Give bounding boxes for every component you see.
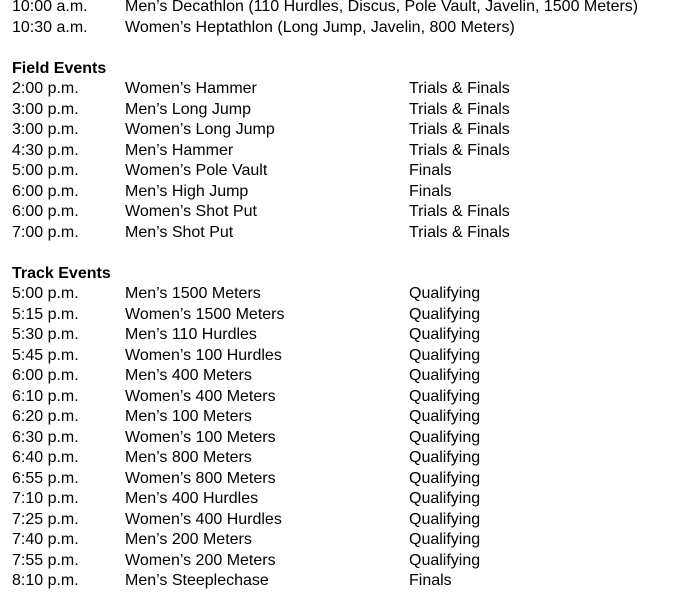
event-name: Men’s 110 Hurdles	[125, 326, 257, 343]
event-name: Women’s 200 Meters	[125, 551, 276, 569]
event-name: Women’s Hammer	[125, 80, 257, 97]
event-name: Men’s 200 Meters	[125, 531, 252, 548]
event-round: Qualifying	[409, 408, 481, 425]
schedule-row	[12, 551, 696, 572]
event-name: Men’s Shot Put	[125, 223, 234, 241]
event-round: Trials & Finals	[409, 203, 510, 220]
schedule-row	[12, 161, 696, 182]
schedule-row	[12, 366, 696, 387]
schedule-row	[12, 571, 696, 592]
schedule-row	[12, 141, 696, 162]
event-round: Qualifying	[409, 490, 481, 507]
event-round: Trials & Finals	[409, 141, 510, 159]
event-time: 8:10 p.m.	[12, 572, 79, 589]
schedule-row	[12, 18, 696, 39]
schedule-row	[12, 79, 696, 100]
event-round: Qualifying	[409, 531, 481, 548]
schedule-row	[12, 469, 696, 490]
event-time: 10:30 a.m.	[12, 18, 88, 36]
event-round: Trials & Finals	[409, 223, 510, 241]
event-time: 3:00 p.m.	[12, 121, 79, 138]
event-name: Men’s 1500 Meters	[125, 285, 261, 302]
event-name: Women’s Heptathlon (Long Jump, Javelin, 800 Meters)	[125, 18, 515, 36]
event-name: Men’s Decathlon (110 Hurdles, Discus, Pole Vault, Javelin, 1500 Meters)	[125, 0, 639, 15]
event-time: 6:40 p.m.	[12, 449, 79, 466]
schedule-row	[12, 448, 696, 469]
schedule-row	[12, 120, 696, 141]
event-time: 6:20 p.m.	[12, 408, 79, 425]
schedule-row	[12, 223, 696, 244]
event-time: 6:30 p.m.	[12, 428, 79, 446]
event-round: Qualifying	[409, 449, 481, 466]
event-time: 6:55 p.m.	[12, 469, 79, 487]
event-name: Men’s Steeplechase	[125, 572, 269, 589]
event-name: Women’s 100 Hurdles	[125, 346, 282, 364]
section-spacer	[12, 243, 696, 264]
event-round: Qualifying	[409, 305, 481, 323]
event-time: 5:30 p.m.	[12, 326, 79, 343]
event-name: Women’s Pole Vault	[125, 162, 268, 179]
event-time: 6:10 p.m.	[12, 387, 79, 405]
event-time: 5:00 p.m.	[12, 162, 79, 179]
event-round: Qualifying	[409, 510, 481, 528]
event-time: 2:00 p.m.	[12, 80, 79, 97]
event-time: 5:45 p.m.	[12, 346, 79, 364]
event-time: 5:15 p.m.	[12, 305, 79, 323]
schedule-row	[12, 510, 696, 531]
schedule-row	[12, 428, 696, 449]
event-time: 6:00 p.m.	[12, 367, 79, 384]
event-time: 5:00 p.m.	[12, 285, 79, 302]
event-name: Women’s 400 Hurdles	[125, 510, 282, 528]
schedule-row	[12, 202, 696, 223]
event-round: Qualifying	[409, 326, 481, 343]
schedule-row	[12, 530, 696, 551]
event-round: Qualifying	[409, 551, 481, 569]
event-name: Women’s Shot Put	[125, 203, 257, 220]
schedule-row	[12, 407, 696, 428]
event-round: Trials & Finals	[409, 100, 510, 118]
combined-events-section	[12, 0, 696, 38]
schedule-row	[12, 325, 696, 346]
event-name: Men’s 400 Meters	[125, 367, 252, 384]
event-name: Women’s 100 Meters	[125, 428, 276, 446]
event-name: Women’s 400 Meters	[125, 387, 276, 405]
schedule-page	[12, 0, 696, 592]
section-heading: Field Events	[12, 59, 107, 77]
schedule-row	[12, 489, 696, 510]
event-name: Men’s 800 Meters	[125, 449, 252, 466]
event-round: Trials & Finals	[409, 80, 510, 97]
event-round: Qualifying	[409, 469, 481, 487]
event-time: 6:00 p.m.	[12, 203, 79, 220]
schedule-row	[12, 100, 696, 121]
event-time: 7:25 p.m.	[12, 510, 79, 528]
event-round: Finals	[409, 162, 452, 179]
field-events-section	[12, 59, 696, 244]
event-time: 7:00 p.m.	[12, 223, 79, 241]
event-round: Qualifying	[409, 387, 481, 405]
event-time: 4:30 p.m.	[12, 141, 79, 159]
event-time: 3:00 p.m.	[12, 100, 79, 118]
section-spacer	[12, 38, 696, 59]
event-name: Men’s 100 Meters	[125, 408, 252, 425]
event-time: 7:40 p.m.	[12, 531, 79, 548]
event-name: Women’s Long Jump	[125, 121, 275, 138]
event-name: Women’s 1500 Meters	[125, 305, 285, 323]
event-time: 6:00 p.m.	[12, 182, 79, 200]
event-round: Qualifying	[409, 428, 481, 446]
event-name: Women’s 800 Meters	[125, 469, 276, 487]
schedule-row	[12, 305, 696, 326]
schedule-row	[12, 346, 696, 367]
section-heading: Track Events	[12, 264, 111, 282]
event-time: 7:55 p.m.	[12, 551, 79, 569]
event-round: Qualifying	[409, 367, 481, 384]
schedule-row	[12, 0, 696, 18]
track-events-section	[12, 264, 696, 592]
event-name: Men’s 400 Hurdles	[125, 490, 259, 507]
schedule-row	[12, 182, 696, 203]
event-round: Finals	[409, 182, 452, 200]
event-time: 10:00 a.m.	[12, 0, 88, 15]
event-round: Trials & Finals	[409, 121, 510, 138]
schedule-row	[12, 387, 696, 408]
event-name: Men’s High Jump	[125, 182, 249, 200]
event-name: Men’s Hammer	[125, 141, 234, 159]
event-time: 7:10 p.m.	[12, 490, 79, 507]
event-round: Finals	[409, 572, 452, 589]
event-name: Men’s Long Jump	[125, 100, 251, 118]
event-round: Qualifying	[409, 346, 481, 364]
schedule-row	[12, 284, 696, 305]
event-round: Qualifying	[409, 285, 481, 302]
